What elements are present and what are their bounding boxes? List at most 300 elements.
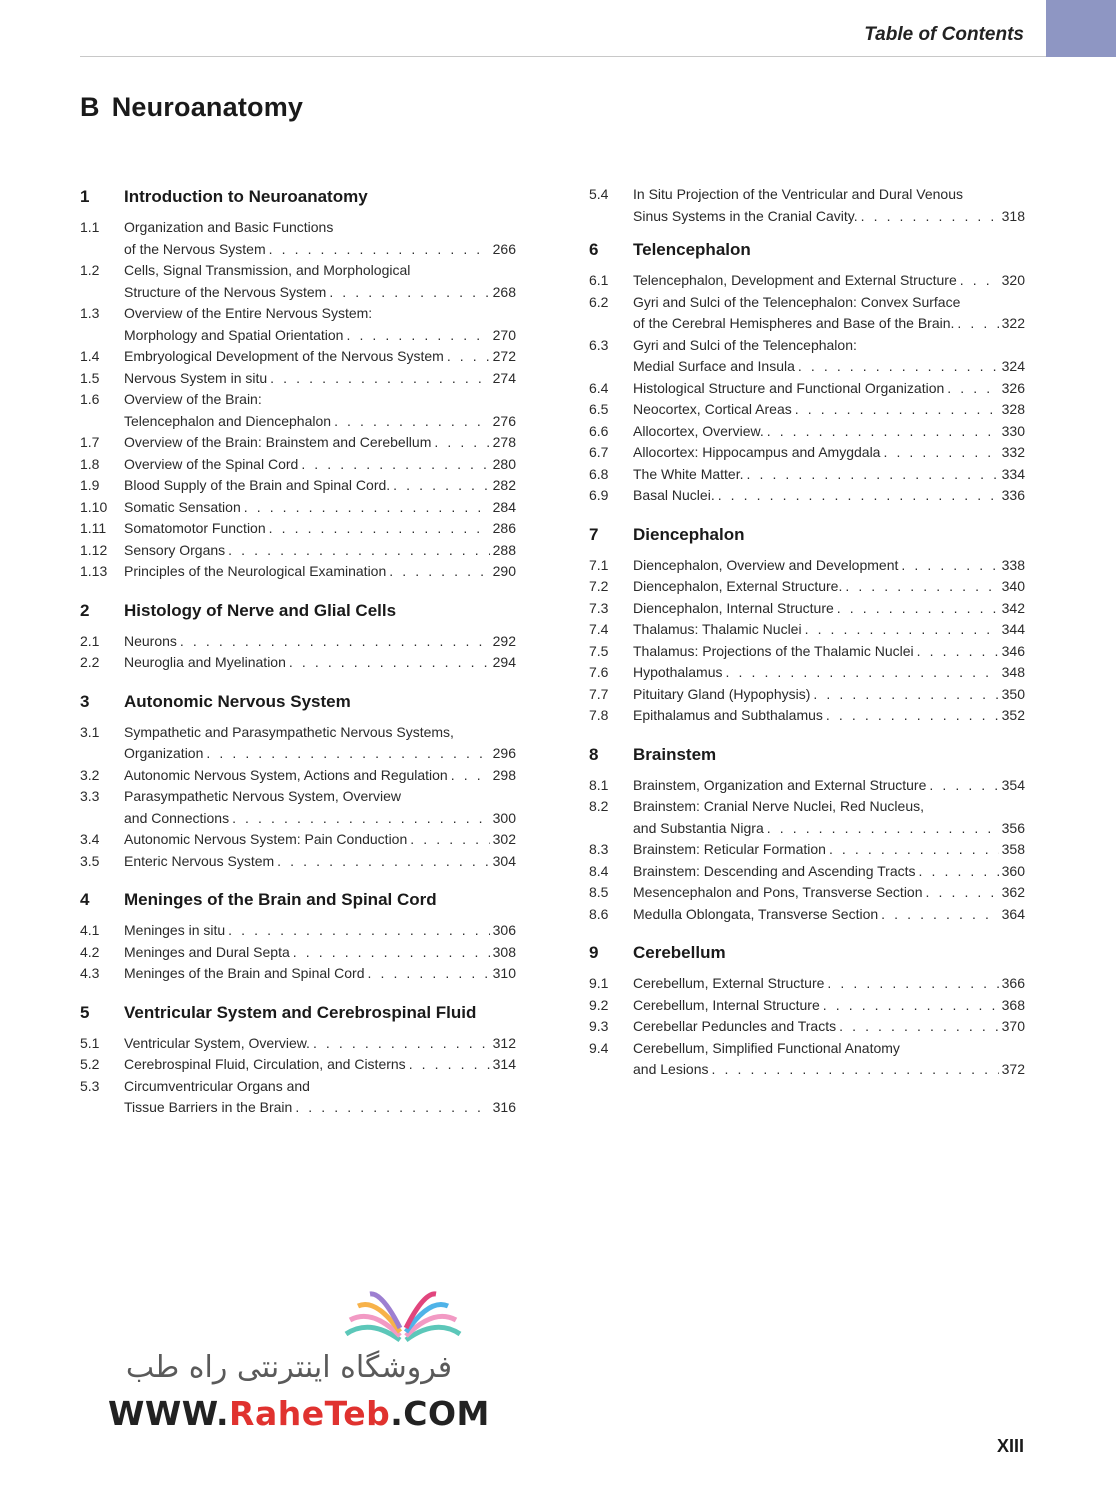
entry-page-number: 336 (1001, 487, 1025, 503)
toc-entry[interactable] (589, 775, 1025, 797)
dot-leader (960, 270, 999, 292)
chapter-heading (80, 598, 516, 624)
entry-number: 8.6 (589, 905, 609, 922)
entry-number: 6.1 (589, 272, 609, 288)
entry-title-line (633, 641, 1025, 663)
toc-entry[interactable] (80, 540, 516, 562)
entry-title-text: of the Cerebral Hemispheres and Base of the Brain. (633, 315, 955, 331)
toc-chapter (589, 184, 1025, 227)
entry-page-number: 334 (1001, 465, 1025, 482)
toc-entry[interactable] (589, 442, 1025, 464)
entry-number: 1.2 (80, 262, 100, 278)
entry-title-line (633, 378, 1025, 400)
entry-body (633, 1038, 1025, 1081)
entry-title-text: Medial Surface and Insula (633, 358, 795, 374)
entry-title-line: Overview of the Entire Nervous System: (124, 305, 373, 321)
toc-entry[interactable] (589, 705, 1025, 727)
entry-number: 1.7 (80, 434, 100, 450)
entry-body (633, 442, 1025, 464)
dot-leader (839, 1016, 999, 1038)
entry-number: 1.13 (80, 563, 108, 579)
entry-page-number: 332 (1001, 444, 1025, 460)
chapter-number: 9 (589, 943, 599, 962)
entry-page-number: 290 (492, 563, 516, 579)
chapter-heading (589, 742, 1025, 768)
entry-body (633, 775, 1025, 797)
entry-page-number: 342 (1001, 599, 1025, 616)
entry-title-text: and Connections (124, 809, 230, 826)
dot-leader (269, 239, 490, 261)
toc-entry[interactable] (589, 973, 1025, 995)
entry-page-number: 362 (1001, 884, 1025, 900)
toc-entry[interactable] (80, 389, 516, 432)
entry-page-number: 366 (1001, 975, 1025, 991)
entry-title-line (124, 765, 516, 787)
entry-title-line (124, 963, 516, 985)
entry-body (124, 217, 516, 260)
entry-page-number: 280 (492, 455, 516, 472)
entry-body (633, 335, 1025, 378)
toc-entry[interactable] (80, 786, 516, 829)
dot-leader (901, 555, 998, 577)
toc-entry[interactable] (80, 561, 516, 583)
entry-page-number: 284 (492, 498, 516, 515)
entry-title-line (124, 851, 516, 873)
entry-title-line (124, 346, 516, 368)
dot-leader (726, 662, 999, 684)
entry-title-text: Embryological Development of the Nervous System (124, 348, 444, 364)
entry-number: 1.6 (80, 391, 100, 407)
toc-chapter (589, 940, 1025, 1081)
toc-entry[interactable] (80, 1054, 516, 1076)
dot-leader (805, 619, 999, 641)
entry-title-text: Overview of the Spinal Cord (124, 455, 299, 472)
entry-title-text: Sinus Systems in the Cranial Cavity. (633, 207, 858, 224)
toc-entry[interactable] (80, 1033, 516, 1055)
toc-entry[interactable] (589, 1038, 1025, 1081)
entry-number: 5.3 (80, 1077, 100, 1094)
entry-body (633, 1016, 1025, 1038)
dot-leader (767, 421, 999, 443)
entry-number: 3.4 (80, 831, 100, 847)
entry-number: 5.1 (80, 1034, 100, 1051)
entry-page-number: 324 (1001, 358, 1025, 374)
entry-body (124, 786, 516, 829)
entry-title-text: Sensory Organs (124, 541, 226, 558)
entry-body (633, 485, 1025, 507)
entry-number: 7.8 (589, 707, 609, 723)
dot-leader (845, 576, 998, 598)
entry-title-line (633, 485, 1025, 507)
entry-title-line (124, 920, 516, 942)
chapter-title: Diencephalon (633, 524, 745, 544)
entry-title-text: Autonomic Nervous System, Actions and Regulation (124, 766, 448, 783)
toc-entry[interactable] (80, 454, 516, 476)
dot-leader (301, 454, 489, 476)
entry-number: 9.1 (589, 975, 609, 991)
dot-leader (346, 325, 489, 347)
dot-leader (228, 540, 489, 562)
entry-page-number: 364 (1001, 905, 1025, 922)
dot-leader (334, 411, 490, 433)
entry-page-number: 348 (1001, 664, 1025, 680)
entry-title-line (124, 1054, 516, 1076)
entry-page-number: 270 (492, 326, 516, 343)
entry-body (124, 540, 516, 562)
dot-leader (367, 963, 489, 985)
entry-title-line (124, 652, 516, 674)
entry-page-number: 294 (492, 654, 516, 670)
entry-page-number: 344 (1001, 621, 1025, 637)
entry-number: 1.11 (80, 520, 107, 536)
entry-page-number: 276 (492, 412, 516, 429)
entry-number: 1.4 (80, 348, 100, 364)
watermark (108, 1290, 490, 1440)
entry-body (633, 904, 1025, 926)
toc-chapter (589, 742, 1025, 926)
dot-leader (410, 829, 489, 851)
toc-entry[interactable] (80, 1076, 516, 1119)
entry-body (633, 796, 1025, 839)
entry-body (633, 839, 1025, 861)
entry-page-number: 302 (492, 831, 516, 847)
entry-body (124, 432, 516, 454)
toc-entry[interactable] (589, 270, 1025, 292)
entry-number: 3.5 (80, 852, 100, 869)
entry-number: 1.1 (80, 219, 100, 235)
entry-page-number: 278 (492, 434, 516, 450)
entry-number: 7.5 (589, 642, 609, 659)
entry-body (124, 765, 516, 787)
toc-entry[interactable] (589, 882, 1025, 904)
chapter-heading (589, 237, 1025, 263)
entry-title-text: of the Nervous System (124, 240, 266, 257)
dot-leader (270, 368, 489, 390)
entry-number: 2.2 (80, 654, 100, 670)
entry-body (633, 995, 1025, 1017)
chapter-number: 8 (589, 744, 599, 764)
dot-leader (861, 206, 999, 228)
entry-title-line (633, 421, 1025, 443)
entry-body (124, 368, 516, 390)
entry-title-text: Cerebellum, Internal Structure (633, 996, 820, 1013)
entry-title-text: Mesencephalon and Pons, Transverse Section (633, 884, 923, 900)
toc-chapter (80, 887, 516, 985)
entry-body (124, 497, 516, 519)
entry-body (124, 518, 516, 540)
toc-entry[interactable] (589, 641, 1025, 663)
toc-entry[interactable] (589, 378, 1025, 400)
dot-leader (293, 942, 490, 964)
entry-title-text: Organization (124, 745, 204, 761)
entry-title-text: Ventricular System, Overview. (124, 1034, 310, 1051)
entry-page-number: 296 (492, 745, 516, 761)
toc-entry[interactable] (589, 464, 1025, 486)
header-rule (80, 56, 1046, 57)
dot-leader (837, 598, 999, 620)
entry-page-number: 328 (1001, 401, 1025, 417)
toc-entry[interactable] (80, 829, 516, 851)
dot-leader (277, 851, 489, 873)
entry-body (633, 598, 1025, 620)
entry-title-line: Gyri and Sulci of the Telencephalon: Convex Surface (633, 293, 961, 310)
chapter-heading (80, 887, 516, 913)
entry-title-line (124, 282, 516, 304)
dot-leader (718, 485, 999, 507)
toc-entry[interactable] (589, 684, 1025, 706)
entry-body (633, 662, 1025, 684)
entry-title-text: Diencephalon, External Structure. (633, 578, 843, 594)
entry-title-line: Cerebellum, Simplified Functional Anatomy (633, 1039, 900, 1056)
toc-entry[interactable] (80, 497, 516, 519)
entry-title-text: and Substantia Nigra (633, 819, 764, 836)
entry-title-line (124, 239, 516, 261)
toc-entry[interactable] (80, 303, 516, 346)
dot-leader (451, 765, 490, 787)
toc-entry[interactable] (589, 421, 1025, 443)
entry-title-line: Sympathetic and Parasympathetic Nervous Systems, (124, 723, 454, 740)
toc-entry[interactable] (80, 722, 516, 765)
entry-title-line (124, 561, 516, 583)
entry-number: 1.9 (80, 477, 100, 493)
toc-entry[interactable] (80, 851, 516, 873)
entry-page-number: 292 (492, 632, 516, 649)
entry-body (124, 389, 516, 432)
dot-leader (957, 313, 998, 335)
chapter-number: 6 (589, 240, 599, 259)
entry-title-line (633, 995, 1025, 1017)
toc-entry[interactable] (589, 485, 1025, 507)
entry-title-line (633, 662, 1025, 684)
entry-title-text: Medulla Oblongata, Transverse Section (633, 905, 879, 922)
dot-leader (389, 561, 489, 583)
entry-body (633, 184, 1025, 227)
entry-number: 4.2 (80, 943, 100, 960)
toc-entry[interactable] (589, 335, 1025, 378)
entry-title-line (124, 942, 516, 964)
entry-title-line (633, 206, 1025, 228)
entry-number: 7.3 (589, 599, 609, 616)
dot-leader (206, 743, 489, 765)
toc-chapter (80, 184, 516, 583)
dot-leader (827, 973, 998, 995)
entry-title-line (633, 464, 1025, 486)
watermark-url-suffix: .COM (390, 1394, 490, 1433)
entry-body (633, 270, 1025, 292)
entry-body (124, 1076, 516, 1119)
entry-page-number: 350 (1001, 685, 1025, 702)
toc-entry[interactable] (589, 796, 1025, 839)
entry-title-text: Brainstem: Reticular Formation (633, 841, 826, 857)
dot-leader (393, 475, 489, 497)
entry-number: 2.1 (80, 632, 100, 649)
toc-entry[interactable] (80, 432, 516, 454)
dot-leader (244, 497, 490, 519)
toc-entry[interactable] (589, 576, 1025, 598)
entry-title-text: Diencephalon, Overview and Development (633, 556, 899, 573)
entry-page-number: 352 (1001, 707, 1025, 723)
entry-title-text: Neurons (124, 632, 177, 649)
dot-leader (269, 518, 490, 540)
entry-number: 8.3 (589, 841, 609, 857)
toc-entry[interactable] (589, 292, 1025, 335)
entry-body (633, 619, 1025, 641)
toc-entry[interactable] (589, 598, 1025, 620)
page-number: XIII (996, 1436, 1024, 1456)
toc-entry[interactable] (589, 619, 1025, 641)
entry-number: 1.8 (80, 455, 100, 472)
dot-leader (919, 861, 999, 883)
entry-number: 1.10 (80, 498, 108, 515)
entry-body (124, 303, 516, 346)
entry-body (124, 851, 516, 873)
entry-body (633, 861, 1025, 883)
entry-title-text: Autonomic Nervous System: Pain Conduction (124, 831, 408, 847)
entry-body (124, 920, 516, 942)
entry-page-number: 316 (492, 1099, 516, 1115)
entry-number: 8.2 (589, 798, 609, 814)
entry-page-number: 274 (492, 369, 516, 386)
dot-leader (929, 775, 998, 797)
toc-chapter (80, 689, 516, 873)
entry-page-number: 310 (492, 965, 516, 981)
entry-body (633, 705, 1025, 727)
entry-title-text: Hypothalamus (633, 664, 723, 680)
toc-entry[interactable] (80, 475, 516, 497)
watermark-url (108, 1394, 490, 1433)
entry-page-number: 330 (1001, 422, 1025, 439)
entry-page-number: 358 (1001, 841, 1025, 857)
entry-title-line (633, 684, 1025, 706)
entry-title-line: Parasympathetic Nervous System, Overview (124, 788, 401, 804)
toc-entry[interactable] (589, 1016, 1025, 1038)
entry-title-line (633, 818, 1025, 840)
watermark-url-brand: RaheTeb (229, 1394, 391, 1433)
entry-page-number: 354 (1001, 776, 1025, 793)
entry-page-number: 370 (1001, 1018, 1025, 1034)
entry-title-line (124, 631, 516, 653)
entry-body (124, 561, 516, 583)
entry-body (124, 631, 516, 653)
entry-title-line (633, 442, 1025, 464)
dot-leader (329, 282, 489, 304)
entry-title-line: Brainstem: Cranial Nerve Nuclei, Red Nucleus, (633, 798, 924, 814)
entry-number: 6.4 (589, 379, 609, 396)
entry-page-number: 300 (492, 809, 516, 826)
toc-entry[interactable] (80, 652, 516, 674)
entry-body (633, 555, 1025, 577)
entry-title-text: and Lesions (633, 1061, 709, 1077)
chapter-heading (80, 689, 516, 715)
toc-entry[interactable] (589, 904, 1025, 926)
entry-title-line (633, 973, 1025, 995)
toc-entry[interactable] (589, 555, 1025, 577)
chapter-number: 5 (80, 1002, 90, 1022)
chapter-number: 4 (80, 890, 90, 909)
entry-page-number: 272 (492, 348, 516, 364)
toc-entry[interactable] (80, 260, 516, 303)
entry-page-number: 288 (492, 541, 516, 558)
entry-page-number: 320 (1001, 272, 1025, 288)
entry-title-text: Thalamus: Projections of the Thalamic Nuclei (633, 642, 914, 659)
chapter-number: 3 (80, 691, 90, 711)
chapter-heading (589, 522, 1025, 548)
toc-entry[interactable] (589, 995, 1025, 1017)
entry-number: 5.4 (589, 186, 609, 202)
dot-leader (712, 1059, 999, 1081)
watermark-persian-text: فروشگاه اینترنتی راه طب (125, 1350, 453, 1385)
entry-number: 7.6 (589, 664, 609, 680)
chapter-heading (80, 184, 516, 210)
toc-entry[interactable] (80, 346, 516, 368)
entry-title-text: Meninges and Dural Septa (124, 943, 290, 960)
entry-number: 7.7 (589, 685, 609, 702)
toc-entry[interactable] (589, 399, 1025, 421)
entry-title-line (633, 882, 1025, 904)
toc-entry[interactable] (589, 861, 1025, 883)
entry-number: 7.4 (589, 621, 609, 637)
entry-title-line (124, 454, 516, 476)
entry-title-line (633, 619, 1025, 641)
toc-chapter (589, 522, 1025, 727)
entry-title-text: Somatic Sensation (124, 498, 241, 515)
toc-entry[interactable] (589, 839, 1025, 861)
chapter-heading (80, 1000, 516, 1026)
entry-body (124, 260, 516, 303)
entry-title-text: Neocortex, Cortical Areas (633, 401, 792, 417)
toc-entry[interactable] (80, 920, 516, 942)
entry-title-line (124, 829, 516, 851)
corner-color-block (1046, 0, 1116, 57)
entry-title-text: Structure of the Nervous System (124, 283, 327, 300)
toc-entry[interactable] (589, 184, 1025, 227)
entry-title-text: Telencephalon, Development and External Structure (633, 272, 957, 288)
dot-leader (795, 399, 999, 421)
entry-number: 7.2 (589, 578, 609, 594)
entry-body (633, 882, 1025, 904)
entry-body (633, 399, 1025, 421)
chapter-number: 7 (589, 524, 599, 544)
entry-title-line: Gyri and Sulci of the Telencephalon: (633, 336, 857, 353)
toc-entry[interactable] (80, 518, 516, 540)
entry-body (633, 464, 1025, 486)
entry-title-text: Principles of the Neurological Examination (124, 563, 387, 579)
entry-number: 6.3 (589, 336, 609, 353)
toc-entry[interactable] (589, 662, 1025, 684)
toc-entry[interactable] (80, 942, 516, 964)
entry-body (124, 963, 516, 985)
entry-body (124, 346, 516, 368)
dot-leader (228, 920, 489, 942)
entry-page-number: 286 (492, 520, 516, 536)
toc-entry[interactable] (80, 963, 516, 985)
toc-entry[interactable] (80, 765, 516, 787)
toc-entry[interactable] (80, 368, 516, 390)
dot-leader (926, 882, 999, 904)
entry-body (633, 292, 1025, 335)
toc-entry[interactable] (80, 631, 516, 653)
entry-title-text: Nervous System in situ (124, 369, 268, 386)
entry-title-text: Allocortex, Overview. (633, 422, 764, 439)
toc-entry[interactable] (80, 217, 516, 260)
entry-page-number: 314 (492, 1056, 516, 1072)
entry-title-text: Neuroglia and Myelination (124, 654, 286, 670)
entry-title-text: Morphology and Spatial Orientation (124, 326, 344, 343)
entry-number: 5.2 (80, 1056, 100, 1072)
part-letter: B (80, 92, 100, 122)
entry-title-line (633, 1016, 1025, 1038)
entry-number: 6.2 (589, 293, 609, 310)
